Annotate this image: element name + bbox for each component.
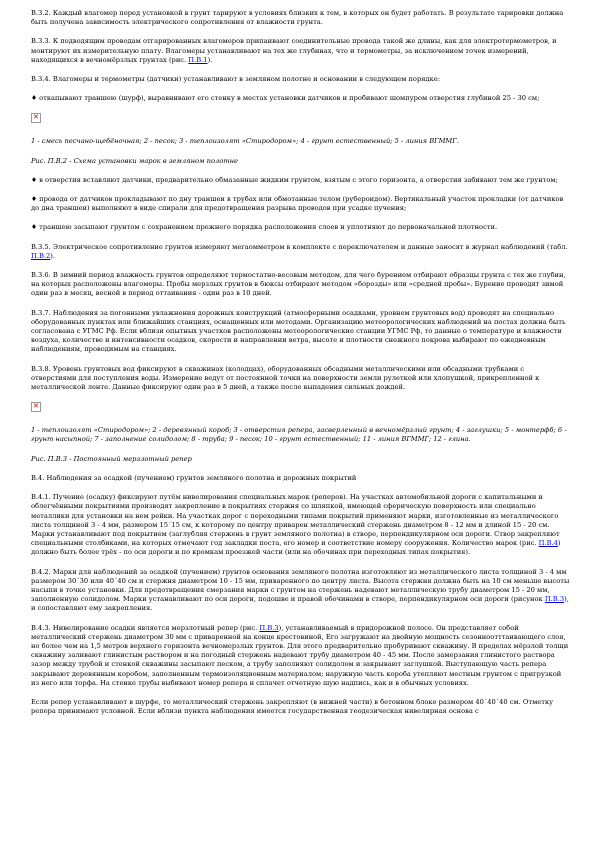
paragraph-text: В.3.5. Электрическое сопротивление грунтов измеряют мегаомметром в комплекте с переключателем и данные заносят в журнал наблюдений (табл. xyxy=(31,242,568,251)
paragraph-p343 xyxy=(31,624,571,688)
paragraph-text: ♦ откапывают траншею (шурф), выравнивают его стенку в местах установки датчиков и пробивают шомпуром отверстия глубиной 25 - 30 см; xyxy=(31,94,540,103)
figure-link[interactable]: П.В.3 xyxy=(544,595,565,604)
paragraph-p334 xyxy=(31,75,571,84)
paragraph-text: В.3.8. Уровень грунтовых вод фиксируют в скважинах (колодцах), оборудованных обсадными металлическими или обсадными трубками с отверстиями для поступления воды. Измерение ведут от постоянной точки на поверхности земли рулеткой или хлопушкой, прикрепленной к металлической ленте. Данные фиксируют один раз в 5 дней, а также после выпадения сильных дождей. xyxy=(31,364,540,392)
paragraph-text: В.3.3. К подводящим проводам отгарированных влагомеров припаивают соединительные провода такой же длины, как для электротермометров, и монтируют их измерительную плату. Влагомеры устанавливают на тех же глубинах, что и термометры, за исключением точек измерений, находящихся в вечномёрзлых грунтах (рис. xyxy=(31,37,557,64)
figure-link[interactable]: П.В.3 xyxy=(259,623,279,632)
broken-image-icon xyxy=(31,113,41,123)
paragraph-text: В.4. Наблюдения за осадкой (пучением) грунтов земляного полотна и дорожных покрытий xyxy=(31,473,357,482)
paragraph-cap2 xyxy=(31,157,571,166)
paragraph-text: В.4.3. Нивелирование осадки является мерзлотный репер (рис. xyxy=(31,623,260,632)
paragraph-text: ) должно быть более трёх - по оси дороги и по кромкам проезжей части (или на обочинах при переходных типах покрытия). xyxy=(31,539,561,557)
paragraph-text: В.3.2. Каждый влагомер перед установкой в грунт тарируют в условиях близких к тем, в которых он будет работать. В результате тарировки должна быть получена зависимость электрического сопротивления от влажности грунта. xyxy=(31,9,564,27)
paragraph-b2 xyxy=(31,176,571,185)
paragraph-p332 xyxy=(31,9,571,27)
paragraph-text: Рис. П.В.3 - Постоянный мерзлотный репер xyxy=(31,454,192,463)
paragraph-p344 xyxy=(31,698,571,716)
paragraph-cap3 xyxy=(31,426,571,444)
paragraph-p333 xyxy=(31,37,571,65)
paragraph-text: В.3.7. Наблюдения за погонными увлажнения дорожных конструкций (атмосферными осадками, уровнем грунтовых вод) проводят на специально оборудованных пунктах или ближайших станциях, оснащенных или методами. Организацию метеорологических наблюдений на постах должна быть согласована с УГМС Рф. Если вблизи опытных участков расположены метеорологические станции УГМС Рф, то данные о температуре и влажности воздуха, количестве и интенсивности осадков, скорости и направлении ветра, высоте и плотности снежного покрова выбирают по ежедневным наблюдениям, проводимым на станциях. xyxy=(31,308,566,354)
paragraph-p338 xyxy=(31,365,571,393)
paragraph-b1 xyxy=(31,94,571,103)
paragraph-text: В.3.4. Влагомеры и термометры (датчики) устанавливают в земляном полотне и основании в следующем порядке: xyxy=(31,75,440,84)
paragraph-text: 1 - смесь песчано-щебёночная; 2 - песок; 3 - теплоизолят «Стиродором»; 4 - грунт естественный; 5 - линия ВГММГ. xyxy=(31,137,459,146)
paragraph-text: ), и сопоставляют ему закрепления. xyxy=(31,595,569,613)
paragraph-text: 1 - теплоизолят «Стиродором»; 2 - деревянный короб; 3 - отверстия репера, засверленный в вечномёрзлый грунт; 4 - заглушки; 5 - монтерфб; 6 - грунт насыпной; 7 - заполнение солидолом; 8 - труба; 9 - песок; 10 - грунт естественный; 11 - линия ВГММГ; 12 - глина. xyxy=(31,426,567,444)
paragraph-p34 xyxy=(31,474,571,483)
paragraph-text: ). xyxy=(50,251,56,260)
paragraph-text: ♦ в отверстия вставляют датчики, предварительно обмазанные жидким грунтом, взятым с этого горизонта, а отверстия забивают тем же грунтом; xyxy=(31,175,558,184)
figure-link[interactable]: П.В.2 xyxy=(31,251,51,260)
paragraph-text: В.3.6. В зимний период влажность грунтов определяют термостатно-весовым методом, для чего бурением отбирают образцы грунта с тех же глубин, на которых расположены влагомеры. Пробы мерзлых грунтов в бюксы отбирают методом «борозды» или «средней пробы». Бурение проводят зимой один раз в месяц, весной в период оттаивания - один раз в 10 дней. xyxy=(31,271,566,298)
paragraph-p341 xyxy=(31,493,571,557)
paragraph-text: ♦ провода от датчиков прокладывают по дну траншеи в трубах или обмотанные телом (рубероидом). Вертикальный участок прокладки (от датчиков до дна траншеи) выполняют в виде спирали для предотвращения разрыва проводов при усадке пучения; xyxy=(31,195,564,213)
paragraph-p336 xyxy=(31,271,571,299)
paragraph-text: Если репер устанавливают в шурфе, то металлический стержень закрепляют (в нижней части) в бетонном блоке размером 40´40´40 см. Отметку репера принимают условной. Если вблизи пункта наблюдения имеется государственная геодезическая нивелирная основа с xyxy=(31,697,554,716)
paragraph-text: ). xyxy=(207,55,213,64)
paragraph-p337 xyxy=(31,309,571,355)
paragraph-text: ♦ траншею засыпают грунтом с сохранением прежнего порядка расположения слоев и уплотняют до первоначальной плотности. xyxy=(31,223,498,232)
paragraph-text: Рис. П.В.2 - Схема установки марок в земляном полотне xyxy=(31,156,239,165)
figure-link[interactable]: П.В.1 xyxy=(188,55,208,64)
paragraph-text: ), устанавливаемый в придорожной полосе. Он представляет собой металлический стержень диаметром 30 мм с приваренной на конце крестовиной, Его загружают на двойную мощность сезонноотттаивающего слоя, но более чем на 1,5 метров верхнего горизонта вечномерзлых грунтов. Для этого предварительно пробуривают скважину. В пределах мёрзлой толщи скважину заливают глинистым раствором и на погодный стержень надевают трубу диаметром 40 - 45 мм. После замерзания глинистого раствора зазор между трубой и стенкой скважины засыпают песком, а трубу заполняют солидолом и закрывают заглушкой. Выступающую часть репера закрывают деревянным коробом, заполненным термоизоляционным материалом; наружную часть короба утепляют местным грунтом с пригрузкой из него или торфа. На стенке трубы выбивают номер репера и сплачет отчетную шую надпись, как и в обычных условиях. xyxy=(31,623,569,687)
paragraph-cap1 xyxy=(31,137,571,146)
paragraph-p335 xyxy=(31,243,571,261)
paragraph-cap4 xyxy=(31,455,571,464)
broken-image-icon xyxy=(31,402,41,412)
figure-link[interactable]: П.В.4 xyxy=(538,539,558,548)
paragraph-b3 xyxy=(31,195,571,213)
paragraph-b4 xyxy=(31,223,571,232)
paragraph-text: В.4.2. Марки для наблюдений за осадкой (пучением) грунтов основания земляного полотна изготовляют из металлического листа толщиной 3 - 4 мм размером 30´30 или 40´40 см и стержня диаметром 10 - 15 мм, приваренного по центру листа. Высота стержня должна быть на 10 см меньше высоты насыпи в точке установки. Для предотвращения смерзания марки с грунтом на стержень надевают металлическую трубу диаметром 15 - 20 мм, заполненную солидолом. Марки устанавливают по оси дороги, подошве и правой обочинами в створе, перпендикулярном оси дороги (рисунок xyxy=(31,567,570,604)
paragraph-p342 xyxy=(31,568,571,614)
paragraph-text: В.4.1. Пучение (осадку) фиксируют путём нивелирования специальных марок (реперов). На участках автомобильной дороги с капитальными и облегчёнными покрытиями производят закрепление в покрытиях стержня со шляпкой, имеющей сферическую поверхность или специально металлики для установки на нем рейки. На участках дорог с переходными типами покрытий применяют марки, изготовленные из металлического листа толщиной 3 - 4 мм, размером 15´15 см, к которому по центру приварен металлический стержень диаметром 8 - 12 мм и длиной 15 - 20 см. Марки устанавливают под покрытием (заглубляя стержень в грунт земляного полотна) в створе, перпендикулярном оси дороги. Створ закрепляют специальными столбиками, на которых отмечают год закладки поста, его номер и соответствие номеру сооружения. Количество марок (рис. xyxy=(31,493,560,548)
